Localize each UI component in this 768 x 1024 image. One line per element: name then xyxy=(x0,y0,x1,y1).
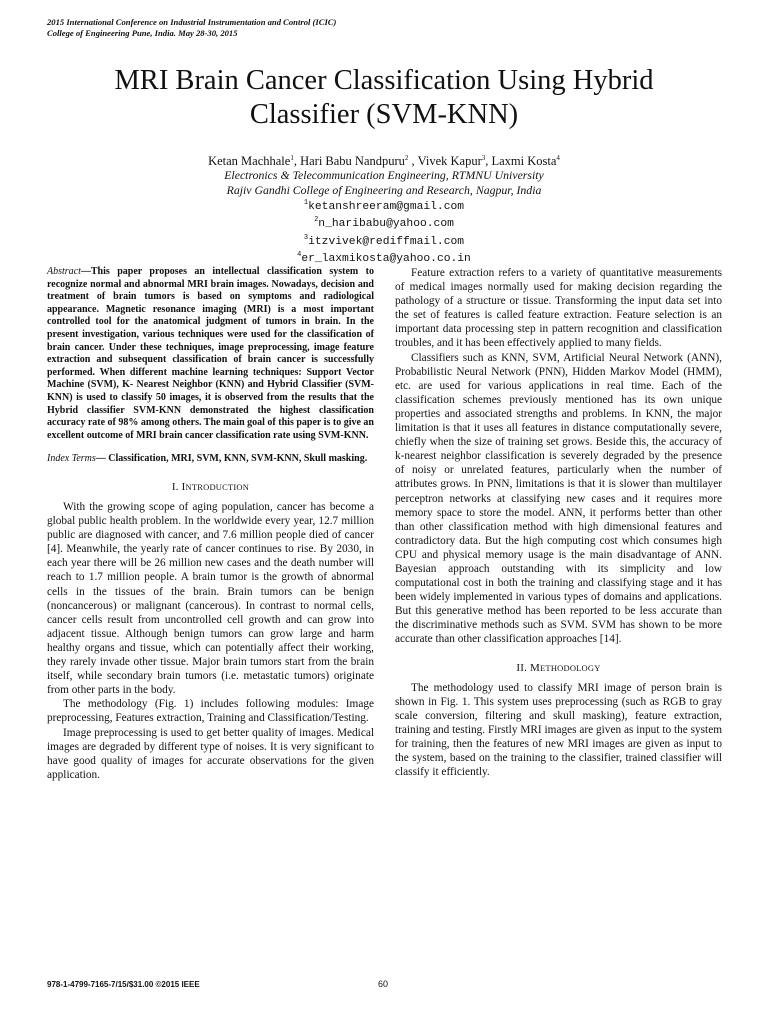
title-line-2: Classifier (SVM-KNN) xyxy=(249,99,519,130)
affiliation-line-2: Rajiv Gandhi College of Engineering and Research, Nagpur, India xyxy=(226,183,542,197)
author-name: Hari Babu Nandpuru xyxy=(300,154,405,169)
email-text: ketanshreeram@gmail.com xyxy=(308,200,465,213)
author-sep: , xyxy=(408,154,418,169)
classifier-paragraph: Classifiers such as KNN, SVM, Artificial Neural Network (ANN), Probabilistic Neural Network (PNN), Hidden Markov Model (HMM), etc. are used for various applications in real time. Each of the classification schemes previously mentioned has its own unique properties and associated strengths and problems. In KNN, the major limitation is that it uses all features in distance computationally severe, chiefly when the size of training set grows. Beside this, the accuracy of k-nearest neighbor classification is severely degraded by the presence of noisy or unrelated features, particularly when the number of attributes grows. In PNN, limitations is that it is slower than multilayer perceptron networks at classifying new cases and it requires more memory space to store the model. ANN, it performs better than other than other classification method with high dimensional features and contradictory data. But the high computing cost which consumes high CPU and physical memory usage is the main disadvantage of ANN. Bayesian approach outstanding with its simplicity and low computational cost in both the training and classifying stage and it has been widely implemented in various types of domains and applications. But this generative method has been reported to be less accurate than the discriminative methods such as SVM. SVM has shown to be more accurate than other classification approaches [14]. xyxy=(395,351,722,646)
conference-header xyxy=(47,17,336,39)
author-sep: , xyxy=(485,154,492,169)
paper-title xyxy=(0,64,768,132)
heading-number: I. I xyxy=(171,480,186,493)
title-line-1: MRI Brain Cancer Classification Using Hybrid xyxy=(114,65,654,96)
conference-line-2: College of Engineering Pune, India. May 28-30, 2015 xyxy=(47,28,238,38)
index-terms-label: Index Terms xyxy=(47,453,96,465)
email-sup: 2 xyxy=(314,216,319,225)
section-heading-introduction xyxy=(47,480,374,494)
copyright-footer: 978-1-4799-7165-7/15/$31.00 ©2015 IEEE xyxy=(47,980,200,989)
email-text: n_haribabu@yahoo.com xyxy=(318,218,454,231)
email-text: er_laxmikosta@yahoo.co.in xyxy=(301,252,471,265)
feature-paragraph: Feature extraction refers to a variety of quantitative measurements of medical images normally used for making decision regarding the pathology of a structure or tissue. Transforming the input data set into the set of features is called feature extraction. Feature selection is an important data processing step in pattern recognition and classification troubles, and it has been effectively applied to many fields. xyxy=(395,267,722,350)
email-sup: 4 xyxy=(297,250,302,259)
page-number: 60 xyxy=(378,979,389,989)
abstract-label: Abstract xyxy=(47,266,81,277)
heading-text: ETHODOLOGY xyxy=(540,662,601,673)
author-sup: 3 xyxy=(481,154,486,162)
author-list xyxy=(0,150,768,169)
intro-paragraph-2: The methodology (Fig. 1) includes following modules: Image preprocessing, Features extraction, Training and Classification/Testing. xyxy=(47,698,374,725)
author-name: Vivek Kapur xyxy=(417,154,482,169)
author-sup: 2 xyxy=(404,154,409,162)
heading-text: NTRODUCTION xyxy=(185,481,250,492)
index-terms xyxy=(47,453,374,466)
author-name: Laxmi Kosta xyxy=(491,154,557,169)
author-sup: 1 xyxy=(290,154,294,162)
author-sep: , xyxy=(293,154,301,169)
methodology-paragraph: The methodology used to classify MRI image of person brain is shown in Fig. 1. This system uses preprocessing (such as RGB to gray scale conversion, filtering and skull masking), feature extraction, training and testing. Firstly MRI images are given as input to the system for training, then the features of new MRI images are given as input to the system, based on the training to the classifier, trained classifier will classify it efficiently. xyxy=(395,681,722,779)
affiliation-line-1: Electronics & Telecommunication Engineering, RTMNU University xyxy=(224,168,544,182)
conference-line-1: 2015 International Conference on Industrial Instrumentation and Control (ICIC) xyxy=(47,17,337,27)
abstract-body: —This paper proposes an intellectual classification system to recognize normal and abnormal MRI brain images. Nowadays, decision and treatment of brain tumors is based on symptoms and radiological appearance. Magnetic resonance imaging (MRI) is a most important controlled tool for the anatomical judgment of tumors in brain. In the present investigation, various techniques were used for the classification of brain cancer. Under these techniques, image preprocessing, image feature extraction and subsequent classification of brain cancer is successfully performed. When different machine learning techniques: Support Vector Machine (SVM), K- Nearest Neighbor (KNN) and Hybrid Classifier (SVM-KNN) is used to classify 50 images, it is observed from the results that the Hybrid classifier SVM-KNN demonstrated the highest classification accuracy rate of 98% among others. The main goal of this paper is to give an excellent outcome of MRI brain cancer classification rate using SVM-KNN. xyxy=(47,266,374,441)
email-item[interactable] xyxy=(0,232,768,249)
email-sup: 3 xyxy=(303,233,309,242)
email-text: itzvivek@rediffmail.com xyxy=(308,235,465,248)
email-item[interactable] xyxy=(0,249,768,266)
index-terms-body: — Classification, MRI, SVM, KNN, SVM-KNN, Skull masking. xyxy=(95,453,368,465)
email-item[interactable] xyxy=(0,197,768,214)
abstract xyxy=(47,266,374,442)
affiliation xyxy=(0,168,768,198)
author-sup: 4 xyxy=(556,154,560,162)
email-sup: 1 xyxy=(303,199,309,207)
intro-paragraph-1: With the growing scope of aging population, cancer has become a global public health problem. In the worldwide every year, 12.7 million public are diagnosed with cancer, and 7.6 million people died of cancer [4]. Meanwhile, the yearly rate of cancer continues to rise. By 2030, in each year there will be 26 million new cases and the death number will reach to 1.7 million people. A brain tumor is the growth of abnormal cells in the tissues of the brain. Brain tumors can be benign (noncancerous) or malignant (cancerous). In contrast to normal cells, cancer cells result from uncontrolled cell growth and can grow into adjacent tissue. Although benign tumors can grow large and harm healthy organs and tissue, which can potentially affect their working, they rarely invade other tissue. Major brain tumors start from the brain itself, while secondary brain tumors (i.e. metastatic tumors) originate from other parts in the body. xyxy=(47,501,374,697)
left-column xyxy=(47,266,374,782)
author-name: Ketan Machhale xyxy=(208,154,291,169)
right-column xyxy=(395,266,722,779)
email-item[interactable] xyxy=(0,214,768,231)
intro-paragraph-3: Image preprocessing is used to get better quality of images. Medical images are degraded by different type of noises. It is very significant to have good quality of images for accurate observations for the given application. xyxy=(47,726,374,781)
email-list xyxy=(0,197,768,266)
section-heading-methodology xyxy=(395,661,722,675)
heading-number: II. M xyxy=(516,661,541,674)
